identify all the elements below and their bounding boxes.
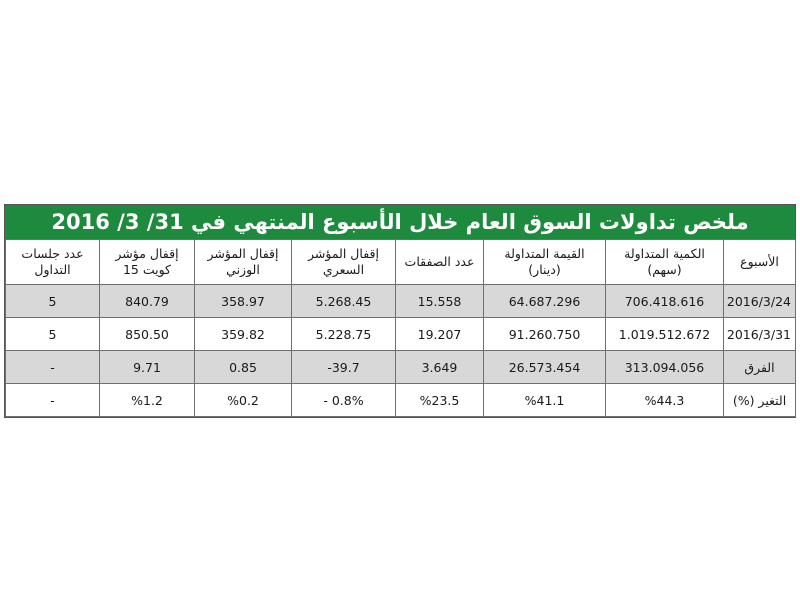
- cell-deals-count: %23.5: [396, 384, 484, 417]
- cell-traded-value: 64.687.296: [484, 285, 606, 318]
- table-row-difference: [6, 351, 796, 384]
- table-row-week-2016-3-24: [6, 285, 796, 318]
- header-row: [6, 240, 796, 285]
- cell-traded-value: 91.260.750: [484, 318, 606, 351]
- cell-deals-count: 15.558: [396, 285, 484, 318]
- cell-weighted-index-close: 358.97: [195, 285, 292, 318]
- cell-sessions-count: 5: [6, 285, 100, 318]
- cell-week: 2016/3/31: [724, 318, 796, 351]
- header-sessions-count: عدد جلسات التداول: [6, 240, 100, 285]
- cell-week: 2016/3/24: [724, 285, 796, 318]
- cell-sessions-count: -: [6, 351, 100, 384]
- cell-weighted-index-close: %0.2: [195, 384, 292, 417]
- cell-kuwait15-index-close: 9.71: [100, 351, 195, 384]
- header-traded-value: القيمة المتداولة (دينار): [484, 240, 606, 285]
- header-traded-volume: الكمية المتداولة (سهم): [606, 240, 724, 285]
- cell-weighted-index-close: 359.82: [195, 318, 292, 351]
- cell-kuwait15-index-close: %1.2: [100, 384, 195, 417]
- table-row-change-percent: [6, 384, 796, 417]
- weekly-trading-summary-table: [5, 239, 796, 417]
- cell-sessions-count: -: [6, 384, 100, 417]
- header-weighted-index-close: إقفال المؤشر الوزني: [195, 240, 292, 285]
- cell-kuwait15-index-close: 840.79: [100, 285, 195, 318]
- cell-price-index-close: 0.8% -: [292, 384, 396, 417]
- cell-price-index-close: 5.228.75: [292, 318, 396, 351]
- cell-deals-count: 19.207: [396, 318, 484, 351]
- cell-traded-volume: 313.094.056: [606, 351, 724, 384]
- cell-traded-volume: 706.418.616: [606, 285, 724, 318]
- cell-sessions-count: 5: [6, 318, 100, 351]
- cell-row-label: الفرق: [724, 351, 796, 384]
- cell-traded-volume: %44.3: [606, 384, 724, 417]
- cell-kuwait15-index-close: 850.50: [100, 318, 195, 351]
- cell-price-index-close: 39.7-: [292, 351, 396, 384]
- cell-row-label: التغير (%): [724, 384, 796, 417]
- cell-deals-count: 3.649: [396, 351, 484, 384]
- header-week: الأسبوع: [724, 240, 796, 285]
- summary-table-frame: [4, 204, 796, 418]
- header-price-index-close: إقفال المؤشر السعري: [292, 240, 396, 285]
- cell-traded-value: 26.573.454: [484, 351, 606, 384]
- cell-price-index-close: 5.268.45: [292, 285, 396, 318]
- table-row-week-2016-3-31: [6, 318, 796, 351]
- cell-weighted-index-close: 0.85: [195, 351, 292, 384]
- header-deals-count: عدد الصفقات: [396, 240, 484, 285]
- cell-traded-volume: 1.019.512.672: [606, 318, 724, 351]
- table-title: ملخص تداولات السوق العام خلال الأسبوع المنتهي في 31/ 3/ 2016: [5, 205, 795, 239]
- header-kuwait15-index-close: إقفال مؤشر كويت 15: [100, 240, 195, 285]
- cell-traded-value: %41.1: [484, 384, 606, 417]
